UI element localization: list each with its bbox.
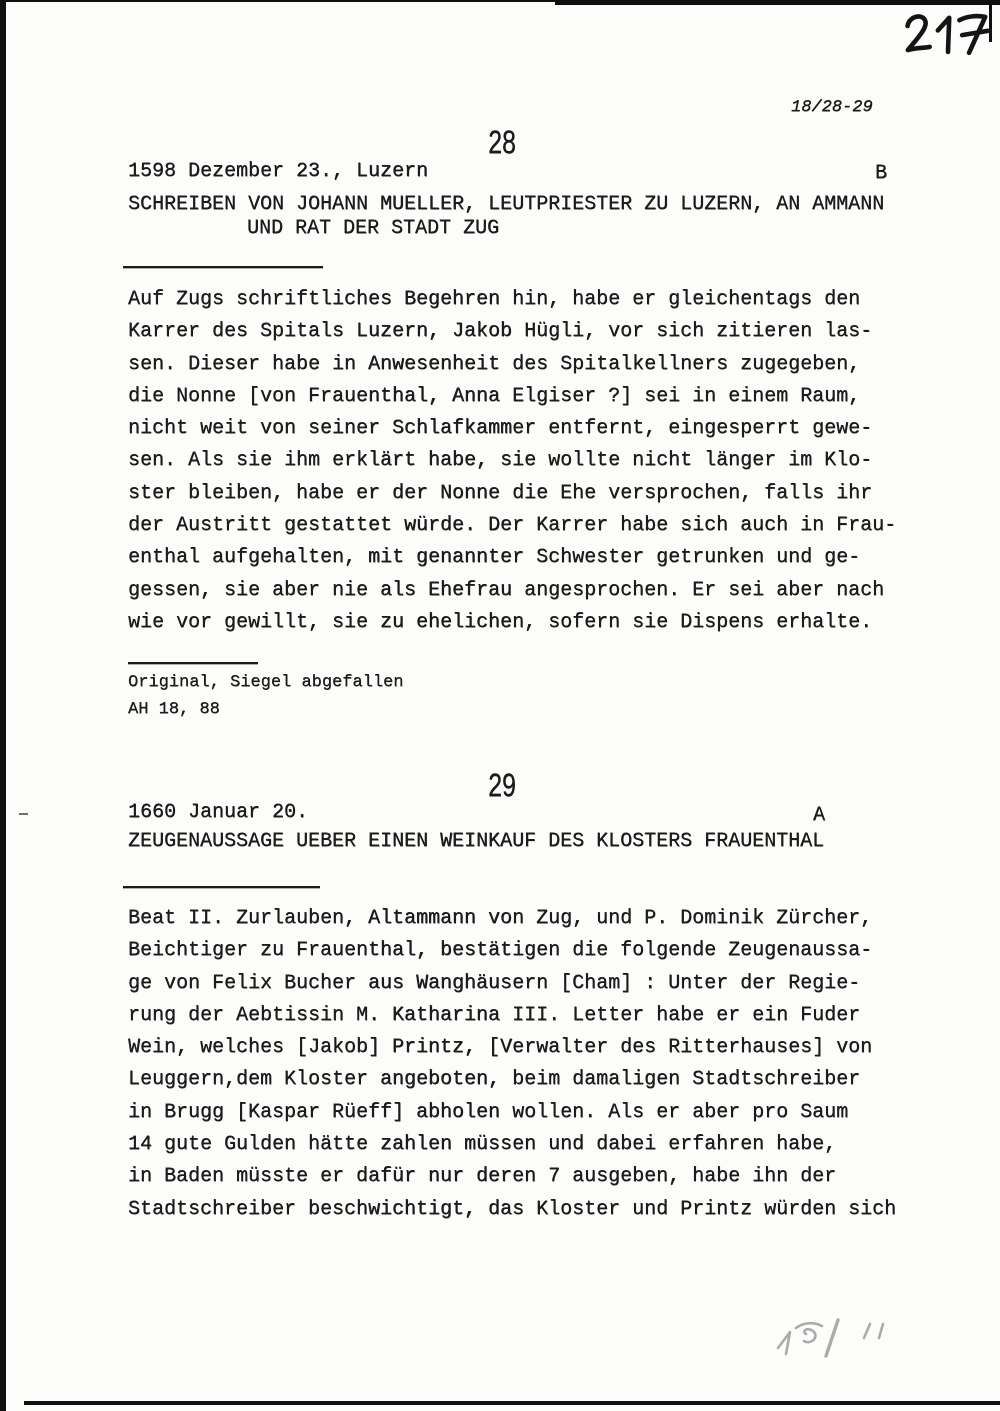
text-line: der Austritt gestattet würde. Der Karrer habe sich auch in Frau- [128, 514, 897, 538]
handwritten-page-number [900, 8, 992, 58]
text-line: ge von Felix Bucher aus Wanghäusern [Cham] : Unter der Regie- [128, 971, 861, 995]
archive-reference: 18/28-29 [791, 98, 873, 117]
text-line: UND RAT DER STADT ZUG [247, 217, 500, 240]
text-line: wie vor gewillt, sie zu ehelichen, sofern sie Dispens erhalte. [128, 610, 873, 634]
entry-29-dateline: 1660 Januar 20. [128, 801, 309, 824]
text-line: rung der Aebtissin M. Katharina III. Letter habe er ein Fuder [128, 1003, 861, 1027]
entry-28-title [128, 193, 884, 241]
text-line: nicht weit von seiner Schlafkammer entfernt, eingesperrt gewe- [128, 417, 873, 441]
entry-29-body [128, 903, 896, 1226]
handwriting-strokes [900, 8, 992, 58]
text-line: enthal aufgehalten, mit genannter Schwester getrunken und ge- [128, 546, 861, 570]
entry-28-classification-mark: B [875, 162, 888, 185]
text-line: ZEUGENAUSSAGE UEBER EINEN WEINKAUF DES KLOSTERS FRAUENTHAL [128, 830, 825, 853]
text-line: Stadtschreiber beschwichtigt, das Kloster und Printz würden sich [128, 1197, 897, 1221]
text-line: ster bleiben, habe er der Nonne die Ehe versprochen, falls ihr [128, 481, 873, 505]
entry-28-source-rule [128, 662, 258, 664]
scan-edge-top-thick [555, 0, 1000, 5]
text-line: Wein, welches [Jakob] Printz, [Verwalter des Ritterhauses] von [128, 1036, 873, 1060]
entry-28-separator-rule [123, 266, 323, 268]
text-line: Leuggern,dem Kloster angeboten, beim damaligen Stadtschreiber [128, 1068, 861, 1092]
text-line: Karrer des Spitals Luzern, Jakob Hügli, vor sich zitieren las- [128, 320, 873, 344]
text-line: AH 18, 88 [128, 700, 220, 719]
text-line: 14 gute Gulden hätte zahlen müssen und dabei erfahren habe, [128, 1133, 837, 1157]
entry-28-body [128, 284, 896, 639]
text-line: Original, Siegel abgefallen [128, 673, 404, 692]
text-line: sen. Als sie ihm erklärt habe, sie wollte nicht länger im Klo- [128, 449, 873, 473]
text-line: sen. Dieser habe in Anwesenheit des Spitalkellners zugegeben, [128, 352, 861, 376]
pencil-strokes [770, 1310, 900, 1362]
text-line: in Brugg [Kaspar Rüeff] abholen wollen. Als er aber pro Saum [128, 1100, 849, 1124]
entry-29-title [128, 830, 824, 854]
pencil-margin-dash [19, 813, 28, 815]
entry-28-source [128, 669, 403, 723]
text-line: Beichtiger zu Frauenthal, bestätigen die folgende Zeugenaussa- [128, 939, 873, 963]
text-line: Auf Zugs schriftliches Begehren hin, habe er gleichentags den [128, 288, 861, 311]
pencil-annotation [770, 1310, 900, 1362]
entry-29-classification-mark: A [813, 804, 826, 827]
text-line: die Nonne [von Frauenthal, Anna Elgiser ?] sei in einem Raum, [128, 384, 861, 408]
text-line: gessen, sie aber nie als Ehefrau angesprochen. Er sei aber nach [128, 578, 885, 602]
entry-29-separator-rule [123, 886, 320, 888]
text-line: in Baden müsste er dafür nur deren 7 ausgeben, habe ihn der [128, 1165, 837, 1189]
scan-edge-left [0, 0, 6, 1411]
text-line: Beat II. Zurlauben, Altammann von Zug, und P. Dominik Zürcher, [128, 907, 873, 930]
entry-29-number: 29 [488, 767, 516, 803]
entry-28-number: 28 [488, 124, 516, 160]
text-line: SCHREIBEN VON JOHANN MUELLER, LEUTPRIESTER ZU LUZERN, AN AMMANN [128, 193, 885, 216]
scan-edge-bottom [24, 1401, 1000, 1405]
entry-28-dateline: 1598 Dezember 23., Luzern [128, 160, 429, 183]
